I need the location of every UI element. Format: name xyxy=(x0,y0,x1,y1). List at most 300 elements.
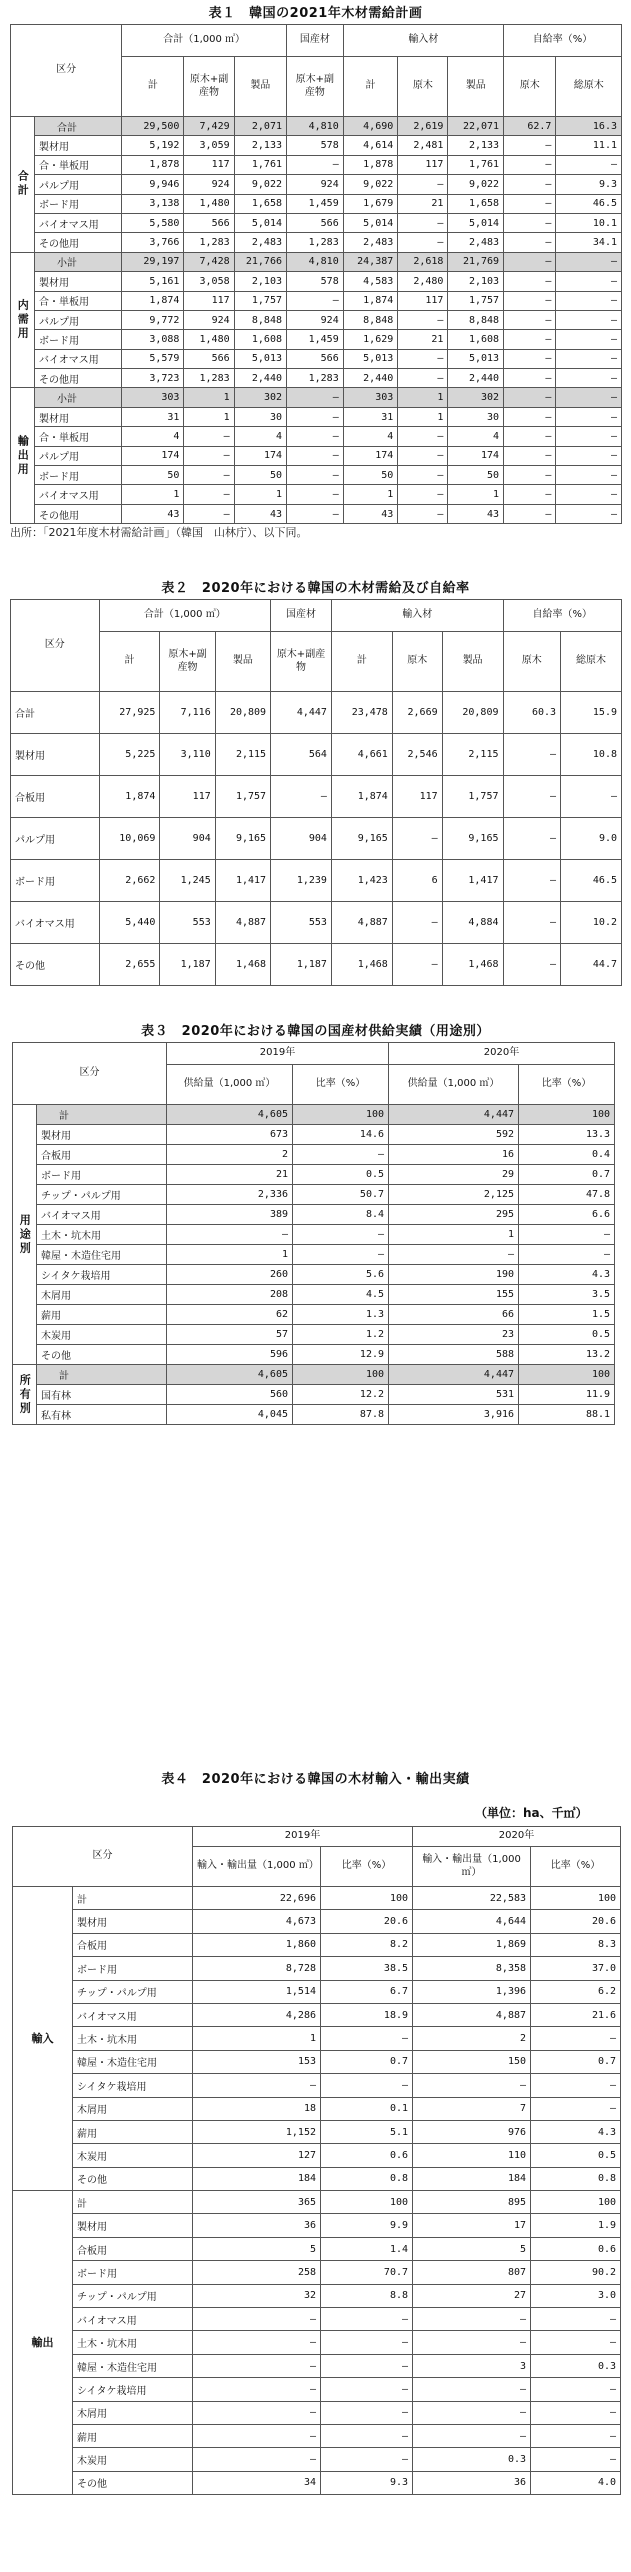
table-row xyxy=(13,2074,621,2097)
table-row xyxy=(11,446,622,465)
value-cell: 1 xyxy=(193,2027,321,2050)
value-cell: – xyxy=(321,2354,413,2377)
value-cell: 31 xyxy=(122,407,184,426)
row-label: 土木・坑木用 xyxy=(73,2331,193,2354)
value-cell: 4,810 xyxy=(287,252,344,271)
value-cell: 46.5 xyxy=(556,194,622,213)
value-cell: 30 xyxy=(448,407,504,426)
row-label: パルプ用 xyxy=(35,175,122,194)
value-cell: 5,013 xyxy=(448,349,504,368)
table2-title: 表２ 2020年における韓国の木材需給及び自給率 xyxy=(161,581,470,596)
value-cell: 50 xyxy=(448,466,504,485)
table-row xyxy=(11,818,622,860)
value-cell: 46.5 xyxy=(561,860,622,902)
value-cell: 21,769 xyxy=(448,252,504,271)
value-cell: 70.7 xyxy=(321,2261,413,2284)
table-row xyxy=(13,2331,621,2354)
value-cell: 4,447 xyxy=(389,1365,519,1385)
value-cell: – xyxy=(556,427,622,446)
value-cell: 1,187 xyxy=(160,944,215,986)
table-row xyxy=(13,1265,615,1285)
value-cell: 1.3 xyxy=(293,1305,389,1325)
value-cell: – xyxy=(531,2378,621,2401)
t1-header-s-genboku: 原木 xyxy=(504,57,556,117)
value-cell: 1,878 xyxy=(343,155,398,174)
value-cell: – xyxy=(556,155,622,174)
value-cell: – xyxy=(413,2401,531,2424)
row-label: 韓屋・木造住宅用 xyxy=(73,2050,193,2073)
value-cell: 1.5 xyxy=(519,1305,615,1325)
value-cell: 100 xyxy=(293,1365,389,1385)
value-cell: – xyxy=(321,2378,413,2401)
table-row xyxy=(11,388,622,407)
row-label: 木屑用 xyxy=(73,2401,193,2424)
value-cell: – xyxy=(504,407,556,426)
value-cell: 8,848 xyxy=(234,310,286,329)
value-cell: 47.8 xyxy=(519,1185,615,1205)
value-cell: 9,022 xyxy=(448,175,504,194)
value-cell: 13.3 xyxy=(519,1125,615,1145)
value-cell: – xyxy=(504,233,556,252)
value-cell: – xyxy=(504,485,556,504)
table-row xyxy=(13,1887,621,1910)
value-cell: 18.9 xyxy=(321,2003,413,2026)
value-cell: 36 xyxy=(413,2471,531,2494)
row-label: その他 xyxy=(73,2471,193,2494)
value-cell: 1.4 xyxy=(321,2237,413,2260)
value-cell: – xyxy=(398,349,448,368)
value-cell: – xyxy=(287,504,344,523)
table-row xyxy=(11,213,622,232)
table4 xyxy=(12,1826,621,2495)
value-cell: – xyxy=(398,427,448,446)
row-label: その他 xyxy=(73,2167,193,2190)
row-label: 小計 xyxy=(35,388,122,407)
t4-header-2019: 2019年 xyxy=(193,1827,413,1847)
table-row xyxy=(13,1305,615,1325)
table-row xyxy=(11,902,622,944)
value-cell: 5,161 xyxy=(122,272,184,291)
t1-header-selfrate: 自給率（%） xyxy=(504,25,622,57)
row-label: 韓屋・木造住宅用 xyxy=(73,2354,193,2377)
table-row xyxy=(11,194,622,213)
value-cell: 2,103 xyxy=(234,272,286,291)
t1-header-s-total: 総原木 xyxy=(556,57,622,117)
table-row xyxy=(11,407,622,426)
value-cell: 566 xyxy=(184,349,234,368)
value-cell: 9.3 xyxy=(556,175,622,194)
value-cell: 174 xyxy=(448,446,504,465)
table-row xyxy=(13,1145,615,1165)
row-label: パルプ用 xyxy=(35,310,122,329)
table4-title: 表４ 2020年における韓国の木材輸入・輸出実績 xyxy=(161,1772,470,1787)
value-cell: 20.6 xyxy=(321,1910,413,1933)
row-label: チップ・パルプ用 xyxy=(37,1185,167,1205)
row-label: ボード用 xyxy=(35,466,122,485)
value-cell: 566 xyxy=(287,349,344,368)
t1-header-kei: 計 xyxy=(122,57,184,117)
value-cell: 0.7 xyxy=(321,2050,413,2073)
value-cell: 1 xyxy=(398,407,448,426)
table-row xyxy=(13,1325,615,1345)
value-cell: 1 xyxy=(343,485,398,504)
value-cell: 5,013 xyxy=(343,349,398,368)
table-row xyxy=(11,466,622,485)
value-cell: 578 xyxy=(287,136,344,155)
row-label: 合板用 xyxy=(37,1145,167,1165)
value-cell: – xyxy=(184,485,234,504)
value-cell: 50 xyxy=(122,466,184,485)
value-cell: – xyxy=(504,291,556,310)
row-label: 韓屋・木造住宅用 xyxy=(37,1245,167,1265)
row-label: 薪用 xyxy=(73,2424,193,2447)
t1-header-domestic: 国産材 xyxy=(287,25,344,57)
row-label: 合板用 xyxy=(73,2237,193,2260)
value-cell: 2,440 xyxy=(343,369,398,388)
value-cell: – xyxy=(556,252,622,271)
t1-header-genboku: 原木+副産物 xyxy=(184,57,234,117)
t2-header-i-kei: 計 xyxy=(331,632,392,692)
value-cell: 6.7 xyxy=(321,1980,413,2003)
table-row xyxy=(13,2120,621,2143)
value-cell: – xyxy=(504,175,556,194)
value-cell: 1,245 xyxy=(160,860,215,902)
value-cell: 924 xyxy=(184,175,234,194)
value-cell: 117 xyxy=(184,155,234,174)
value-cell: – xyxy=(504,349,556,368)
row-label: ボード用 xyxy=(35,194,122,213)
t1-header-import: 輸入材 xyxy=(343,25,503,57)
value-cell: 2,440 xyxy=(234,369,286,388)
value-cell: 2,480 xyxy=(398,272,448,291)
row-label: ボード用 xyxy=(35,330,122,349)
table-row xyxy=(13,1125,615,1145)
t2-header-import: 輸入材 xyxy=(331,600,503,632)
value-cell: 23 xyxy=(389,1325,519,1345)
group-label: 輸出用 xyxy=(11,388,35,524)
value-cell: 5,580 xyxy=(122,213,184,232)
value-cell: 1,761 xyxy=(234,155,286,174)
value-cell: 1,874 xyxy=(343,291,398,310)
value-cell: 57 xyxy=(167,1325,293,1345)
t2-header-s-total: 総原木 xyxy=(561,632,622,692)
row-label: ボード用 xyxy=(73,2261,193,2284)
value-cell: 43 xyxy=(343,504,398,523)
value-cell: 5,579 xyxy=(122,349,184,368)
value-cell: 62.7 xyxy=(504,117,556,136)
value-cell: 1,869 xyxy=(413,1933,531,1956)
value-cell: 9,022 xyxy=(234,175,286,194)
value-cell: 5,225 xyxy=(99,734,160,776)
value-cell: 1 xyxy=(448,485,504,504)
value-cell: 2,133 xyxy=(234,136,286,155)
value-cell: 531 xyxy=(389,1385,519,1405)
value-cell: 21 xyxy=(167,1165,293,1185)
value-cell: 260 xyxy=(167,1265,293,1285)
value-cell: 1.9 xyxy=(531,2214,621,2237)
table-row xyxy=(13,2003,621,2026)
value-cell: 5,014 xyxy=(343,213,398,232)
t1-header-i-kei: 計 xyxy=(343,57,398,117)
value-cell: 2,618 xyxy=(398,252,448,271)
value-cell: 4 xyxy=(122,427,184,446)
value-cell: 3,088 xyxy=(122,330,184,349)
value-cell: – xyxy=(531,2331,621,2354)
value-cell: 389 xyxy=(167,1205,293,1225)
table-row xyxy=(13,1165,615,1185)
value-cell: – xyxy=(293,1145,389,1165)
value-cell: – xyxy=(556,272,622,291)
value-cell: 2,655 xyxy=(99,944,160,986)
value-cell: 100 xyxy=(519,1105,615,1125)
value-cell: 30 xyxy=(234,407,286,426)
value-cell: 10.2 xyxy=(561,902,622,944)
t4-header-2020: 2020年 xyxy=(413,1827,621,1847)
value-cell: 8,728 xyxy=(193,1957,321,1980)
table-row xyxy=(13,2471,621,2494)
value-cell: 3.0 xyxy=(531,2284,621,2307)
value-cell: – xyxy=(321,2027,413,2050)
table-row xyxy=(13,1105,615,1125)
value-cell: 4,661 xyxy=(331,734,392,776)
value-cell: 37.0 xyxy=(531,1957,621,1980)
value-cell: 1.2 xyxy=(293,1325,389,1345)
value-cell: 2 xyxy=(413,2027,531,2050)
value-cell: 50 xyxy=(343,466,398,485)
t1-header-total: 合計（1,000 ㎥） xyxy=(122,25,287,57)
table-row xyxy=(11,485,622,504)
value-cell: 2,125 xyxy=(389,1185,519,1205)
table-row xyxy=(11,369,622,388)
row-label: 合計 xyxy=(11,692,100,734)
value-cell: 4 xyxy=(448,427,504,446)
t2-header-s-genboku: 原木 xyxy=(503,632,561,692)
value-cell: – xyxy=(556,388,622,407)
value-cell: 4,644 xyxy=(413,1910,531,1933)
table-row xyxy=(13,1980,621,2003)
value-cell: 4,447 xyxy=(271,692,332,734)
value-cell: 2 xyxy=(167,1145,293,1165)
row-label: パルプ用 xyxy=(11,818,100,860)
value-cell: 100 xyxy=(321,1887,413,1910)
value-cell: – xyxy=(556,485,622,504)
table-row xyxy=(13,2308,621,2331)
value-cell: 13.2 xyxy=(519,1345,615,1365)
t1-header-seihin: 製品 xyxy=(234,57,286,117)
table-row xyxy=(13,2354,621,2377)
value-cell: 29,197 xyxy=(122,252,184,271)
row-label: 製材用 xyxy=(73,2214,193,2237)
value-cell: 31 xyxy=(343,407,398,426)
value-cell: 3 xyxy=(413,2354,531,2377)
t4-header-ratio-2020: 比率（%） xyxy=(531,1847,621,1887)
row-label: 木屑用 xyxy=(37,1285,167,1305)
value-cell: – xyxy=(556,446,622,465)
row-label: 合・単板用 xyxy=(35,155,122,174)
value-cell: 8.4 xyxy=(293,1205,389,1225)
value-cell: 15.9 xyxy=(561,692,622,734)
value-cell: 50 xyxy=(234,466,286,485)
value-cell: 4,605 xyxy=(167,1105,293,1125)
value-cell: 4,887 xyxy=(215,902,270,944)
group-label: 合計 xyxy=(11,117,35,253)
value-cell: – xyxy=(556,349,622,368)
row-label: バイオマス用 xyxy=(37,1205,167,1225)
value-cell: 1,283 xyxy=(287,233,344,252)
row-label: その他用 xyxy=(35,233,122,252)
table-row xyxy=(13,2050,621,2073)
value-cell: 3,138 xyxy=(122,194,184,213)
value-cell: 1,468 xyxy=(215,944,270,986)
value-cell: – xyxy=(321,2331,413,2354)
value-cell: 22,696 xyxy=(193,1887,321,1910)
value-cell: 1,658 xyxy=(234,194,286,213)
value-cell: – xyxy=(413,2074,531,2097)
value-cell: 150 xyxy=(413,2050,531,2073)
value-cell: – xyxy=(167,1225,293,1245)
group-label: 用途別 xyxy=(13,1105,37,1365)
table-row xyxy=(13,1205,615,1225)
value-cell: 44.7 xyxy=(561,944,622,986)
value-cell: 3,110 xyxy=(160,734,215,776)
value-cell: 174 xyxy=(343,446,398,465)
value-cell: 88.1 xyxy=(519,1405,615,1425)
value-cell: – xyxy=(413,2424,531,2447)
value-cell: – xyxy=(271,776,332,818)
table-row xyxy=(13,1285,615,1305)
value-cell: – xyxy=(398,485,448,504)
value-cell: – xyxy=(504,369,556,388)
value-cell: 190 xyxy=(389,1265,519,1285)
value-cell: 9,022 xyxy=(343,175,398,194)
value-cell: 1 xyxy=(122,485,184,504)
value-cell: 3,766 xyxy=(122,233,184,252)
value-cell: 1,480 xyxy=(184,194,234,213)
table-row xyxy=(11,175,622,194)
value-cell: 21 xyxy=(398,194,448,213)
value-cell: 36 xyxy=(193,2214,321,2237)
table-row xyxy=(11,272,622,291)
value-cell: 303 xyxy=(122,388,184,407)
value-cell: – xyxy=(519,1225,615,1245)
value-cell: 976 xyxy=(413,2120,531,2143)
value-cell: 4 xyxy=(234,427,286,446)
value-cell: 1,878 xyxy=(122,155,184,174)
value-cell: 4,614 xyxy=(343,136,398,155)
group-label: 所有別 xyxy=(13,1365,37,1425)
value-cell: 566 xyxy=(287,213,344,232)
value-cell: 50.7 xyxy=(293,1185,389,1205)
value-cell: 184 xyxy=(413,2167,531,2190)
value-cell: 564 xyxy=(271,734,332,776)
value-cell: 29,500 xyxy=(122,117,184,136)
table-row xyxy=(13,1385,615,1405)
table-row xyxy=(13,1405,615,1425)
row-label: その他用 xyxy=(35,504,122,523)
table-row xyxy=(11,310,622,329)
value-cell: 43 xyxy=(122,504,184,523)
value-cell: – xyxy=(184,504,234,523)
value-cell: 11.9 xyxy=(519,1385,615,1405)
value-cell: 4 xyxy=(343,427,398,446)
row-label: 合板用 xyxy=(11,776,100,818)
value-cell: – xyxy=(531,2424,621,2447)
value-cell: 258 xyxy=(193,2261,321,2284)
t2-header-genboku: 原木+副産物 xyxy=(160,632,215,692)
value-cell: 1,874 xyxy=(122,291,184,310)
value-cell: – xyxy=(184,466,234,485)
t3-header-2020: 2020年 xyxy=(389,1043,615,1065)
value-cell: 4.0 xyxy=(531,2471,621,2494)
row-label: 計 xyxy=(73,1887,193,1910)
table1 xyxy=(10,24,622,524)
value-cell: – xyxy=(556,504,622,523)
value-cell: 14.6 xyxy=(293,1125,389,1145)
t4-header-kubun: 区分 xyxy=(13,1827,193,1887)
value-cell: 4,583 xyxy=(343,272,398,291)
value-cell: 17 xyxy=(413,2214,531,2237)
row-label: ボード用 xyxy=(37,1165,167,1185)
value-cell: – xyxy=(531,2308,621,2331)
value-cell: 87.8 xyxy=(293,1405,389,1425)
value-cell: 0.4 xyxy=(519,1145,615,1165)
table-row xyxy=(13,1245,615,1265)
t2-header-i-genboku: 原木 xyxy=(392,632,442,692)
table-row xyxy=(11,692,622,734)
value-cell: – xyxy=(556,310,622,329)
value-cell: 21.6 xyxy=(531,2003,621,2026)
row-label: 製材用 xyxy=(37,1125,167,1145)
value-cell: – xyxy=(392,902,442,944)
value-cell: 5 xyxy=(193,2237,321,2260)
table-row xyxy=(13,1185,615,1205)
value-cell: 62 xyxy=(167,1305,293,1325)
value-cell: 23,478 xyxy=(331,692,392,734)
value-cell: 18 xyxy=(193,2097,321,2120)
value-cell: 27,925 xyxy=(99,692,160,734)
value-cell: – xyxy=(503,734,561,776)
t4-header-amount-2019: 輸入・輸出量（1,000 ㎥） xyxy=(193,1847,321,1887)
value-cell: 22,071 xyxy=(448,117,504,136)
t1-header-i-seihin: 製品 xyxy=(448,57,504,117)
group-label: 輸入 xyxy=(13,1887,73,2191)
value-cell: 7,428 xyxy=(184,252,234,271)
table-row xyxy=(11,776,622,818)
value-cell: – xyxy=(531,2401,621,2424)
t3-header-supply-2019: 供給量（1,000 ㎥） xyxy=(167,1065,293,1105)
value-cell: – xyxy=(293,1225,389,1245)
value-cell: 560 xyxy=(167,1385,293,1405)
value-cell: 4,887 xyxy=(331,902,392,944)
value-cell: 9,772 xyxy=(122,310,184,329)
value-cell: 10.8 xyxy=(561,734,622,776)
row-label: 国有林 xyxy=(37,1385,167,1405)
value-cell: 90.2 xyxy=(531,2261,621,2284)
value-cell: 0.7 xyxy=(519,1165,615,1185)
value-cell: – xyxy=(287,485,344,504)
row-label: シイタケ栽培用 xyxy=(73,2378,193,2401)
group-label: 内需用 xyxy=(11,252,35,388)
value-cell: – xyxy=(193,2308,321,2331)
value-cell: 1,468 xyxy=(331,944,392,986)
value-cell: 3.5 xyxy=(519,1285,615,1305)
value-cell: 5,014 xyxy=(234,213,286,232)
value-cell: 5,440 xyxy=(99,902,160,944)
value-cell: – xyxy=(503,818,561,860)
value-cell: 6.6 xyxy=(519,1205,615,1225)
value-cell: 1 xyxy=(184,407,234,426)
value-cell: 12.9 xyxy=(293,1345,389,1365)
